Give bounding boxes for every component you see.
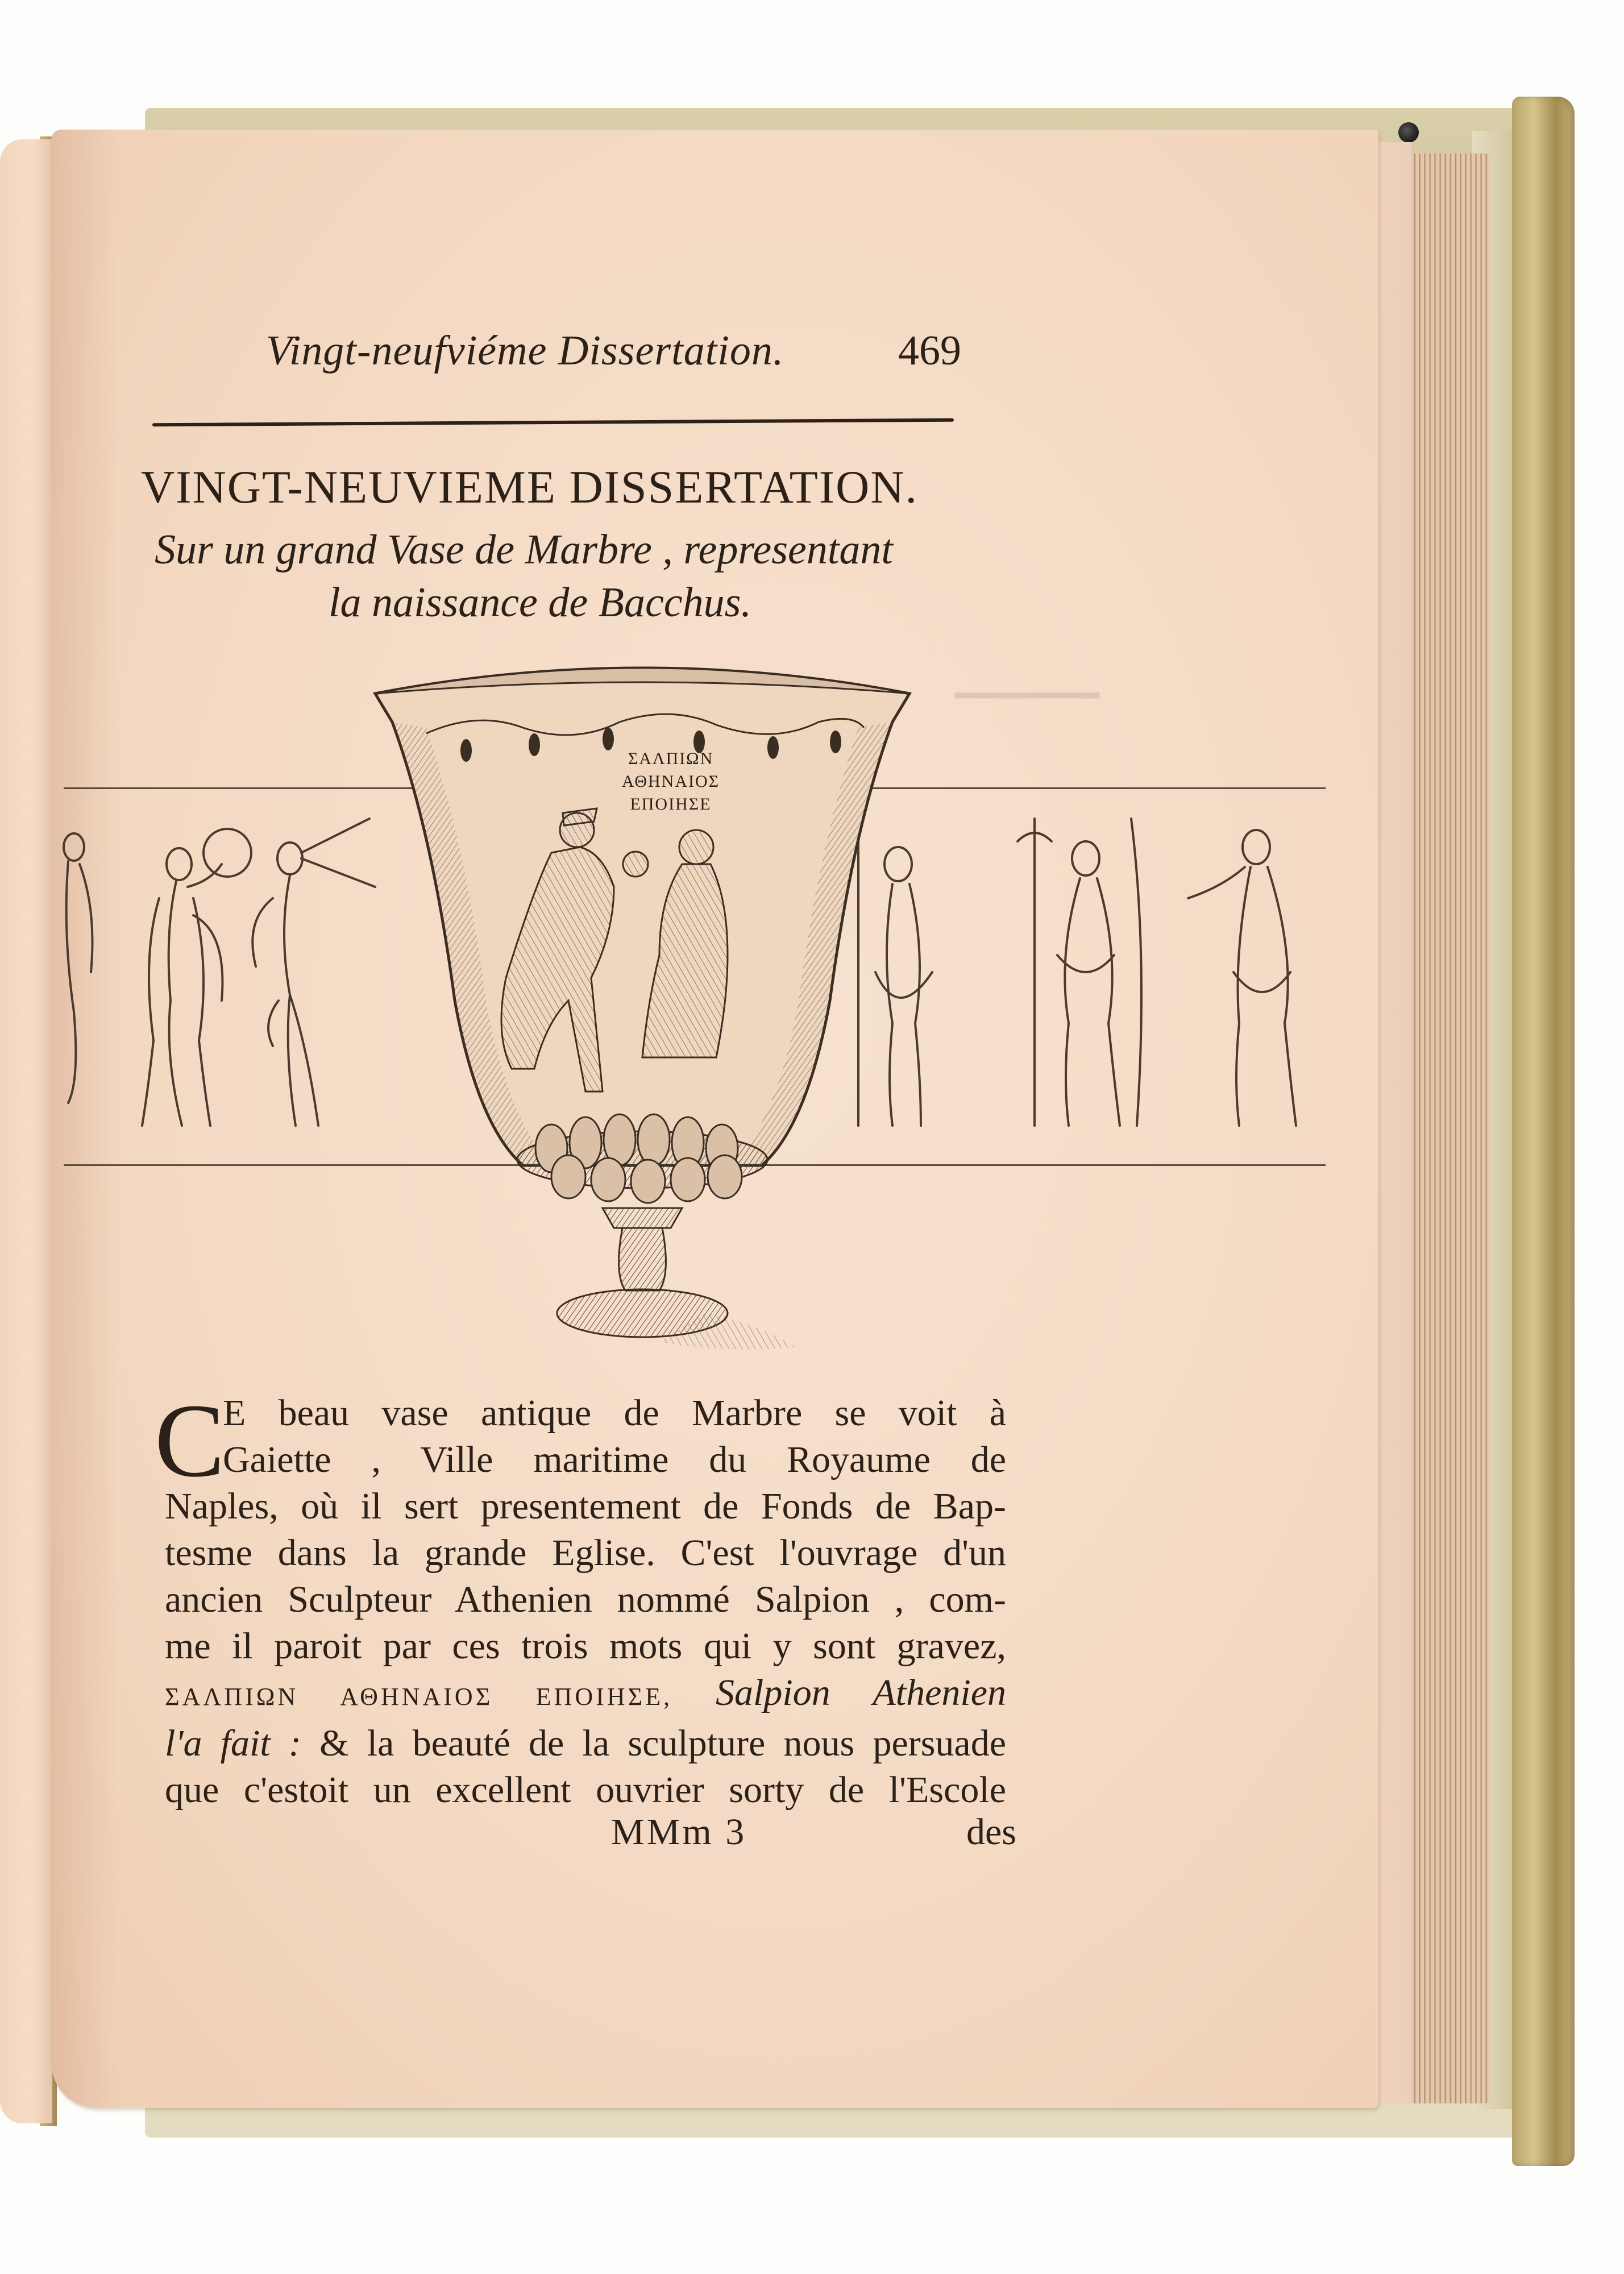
body-line-greek [165,1670,1006,1720]
vase-inscription [614,748,728,816]
body-line-5: ancien Sculpteur Athenien nommé Salpion , com- [165,1579,1006,1620]
chapter-subtitle-line-1: Sur un grand Vase de Marbre , representant [155,526,893,573]
chapter-title: VINGT-NEUVIEME DISSERTATION. [141,461,919,513]
signature-mark: MMm 3 [611,1811,747,1853]
page-number: 469 [898,327,961,374]
body-text [165,1483,1006,1814]
greek-translation-italic: Salpion Athenien [716,1672,1007,1713]
inscription-line-2: ΑΘΗΝΑΙΟΣ [621,772,720,791]
chapter-subtitle-line-2: la naissance de Bacchus. [329,579,751,626]
cover-fore-edge-vellum [1512,97,1575,2166]
drop-cap: C [155,1383,225,1499]
italic-phrase: l'a fait : [165,1723,301,1764]
catchword: des [966,1811,1016,1853]
inscription-line-3: ΕΠΟΙΗΣΕ [630,795,712,814]
body-line-2: Gaiette , Ville maritime du Royaume de [223,1439,1006,1480]
roman-phrase: & la beauté de la sculpture nous persuade [319,1723,1007,1764]
show-through-text: ▁▁▁▁▁ [955,656,1099,698]
left-page [0,139,52,2123]
binding-nail-icon [1398,122,1419,143]
running-head: Vingt-neufviéme Dissertation. [266,327,784,374]
body-line-6: me il paroit par ces trois mots qui y sont gravez, [165,1625,1006,1667]
body-line-3: Naples, où il sert presentement de Fonds de Bap- [165,1485,1006,1527]
body-line-8 [165,1720,1006,1767]
body-text-opening [223,1390,1006,1483]
greek-inscription-inline: ΣΑΛΠΙΩΝ ΑΘΗΝΑΙΟΣ ΕΠΟΙΗΣΕ, [165,1683,673,1711]
body-line-9: que c'estoit un excellent ouvrier sorty de l'Escole [165,1769,1006,1811]
inscription-line-1: ΣΑΛΠΙΩΝ [628,749,714,768]
body-line-1: E beau vase antique de Marbre se voit à [223,1392,1006,1434]
body-line-4: tesme dans la grande Eglise. C'est l'ouvrage d'un [165,1532,1006,1574]
